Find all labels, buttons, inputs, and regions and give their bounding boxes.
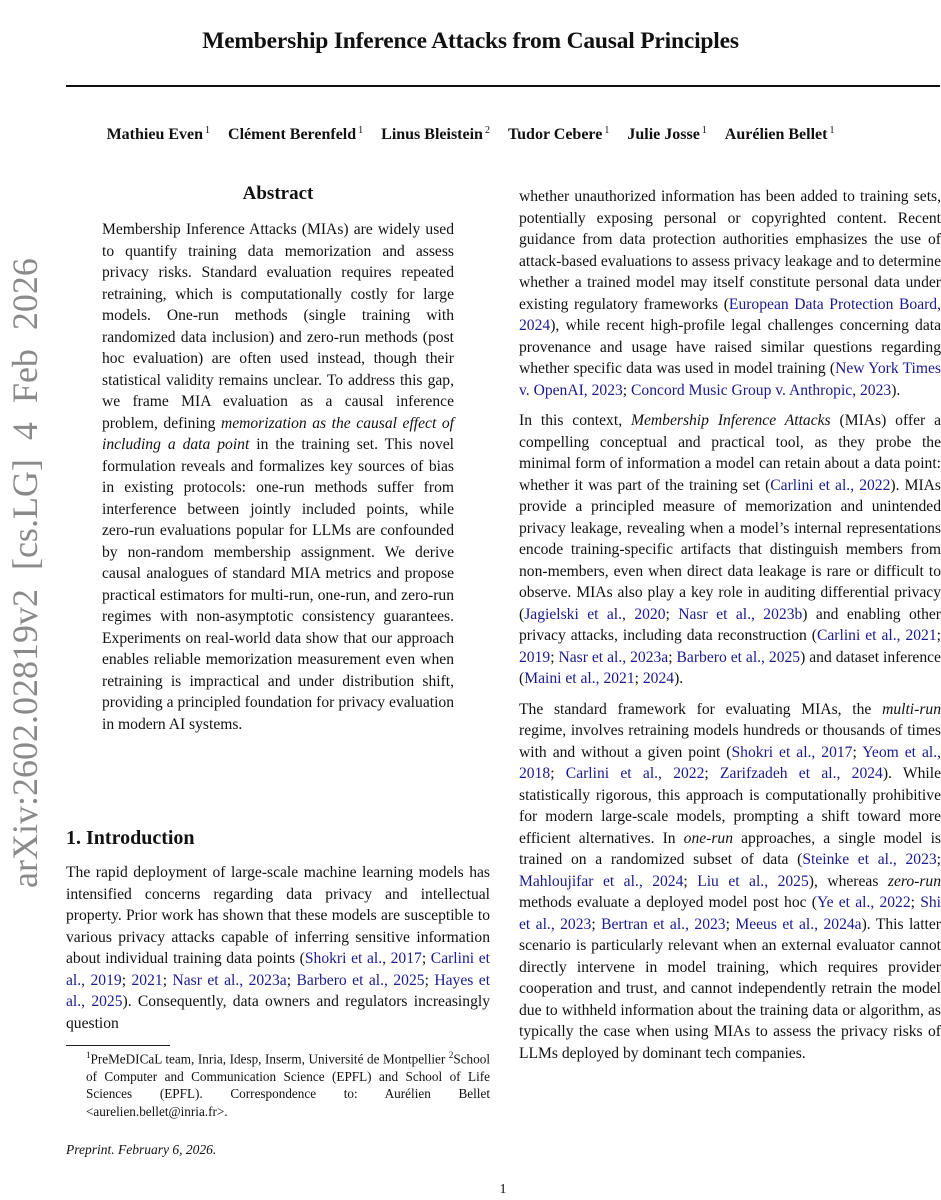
- citation-link[interactable]: Yeom et al., 2018: [519, 743, 941, 782]
- intro-paragraph-3: The standard framework for evaluating MIAs, the multi-run regime, involves retraining models hundreds or thousands of times with and without a given point (Shokri et al., 2017; Yeom et al., 2018; Carlini et al., 2022; Zarifzadeh et al., 2024). While statistically rigorous, this approach is computationally prohibitive for modern large-scale models, prompting a shift toward more efficient alternatives. In one-run approaches, a single model is trained on a randomized subset of data (Steinke et al., 2023; Mahloujifar et al., 2024; Liu et al., 2025), whereas zero-run methods evaluate a deployed model post hoc (Ye et al., 2022; Shi et al., 2023; Bertran et al., 2023; Meeus et al., 2024a). This latter scenario is particularly relevant when an external evaluator cannot directly intervene in model training, which requires provider cooperation and trust, and cannot independently retrain the model due to withheld information about the training data or algorithm, as typically the case when using MIAs to assess the privacy risks of LLMs deployed by dominant tech companies.: [519, 700, 941, 1062]
- citation-link[interactable]: Nasr et al., 2023a: [558, 648, 669, 666]
- arxiv-stamp: arXiv:2602.02819v2 [cs.LG] 4 Feb 2026: [5, 258, 45, 888]
- intro-paragraph-2: In this context, Membership Inference Attacks (MIAs) offer a compelling conceptual and practical tool, as they probe the minimal form of information a model can retain about a data point: whether it was part of the training set (Carlini et al., 2022). MIAs provide a principled measure of memorization and unintended privacy leakage, revealing when a model’s internal representations encode training-specific artifacts that distinguish members from non-members, even when direct data leakage is rare or difficult to observe. MIAs also play a key role in auditing differential privacy (Jagielski et al., 2020; Nasr et al., 2023b) and enabling other privacy attacks, including data reconstruction (Carlini et al., 2021; 2019; Nasr et al., 2023a; Barbero et al., 2025) and dataset inference (Maini et al., 2021; 2024).: [519, 412, 941, 687]
- paper-title: Membership Inference Attacks from Causal Principles: [202, 28, 739, 54]
- author: Tudor Cebere $^1$: [507, 125, 610, 144]
- title-rule: [66, 85, 940, 87]
- citation-link[interactable]: Carlini et al., 2021: [816, 627, 937, 644]
- citation-link[interactable]: Liu et al., 2025: [697, 872, 809, 890]
- citation-link[interactable]: New York Times v. OpenAI, 2023: [519, 360, 941, 399]
- author: Clément Berenfeld $^1$: [228, 125, 364, 144]
- citation-link[interactable]: Jagielski et al., 2020: [524, 605, 666, 623]
- citation-link[interactable]: Barbero et al., 2025: [296, 971, 425, 989]
- section-heading-introduction: 1. Introduction: [66, 827, 195, 849]
- citation-link[interactable]: Shi et al., 2023: [519, 894, 941, 933]
- citation-link[interactable]: Carlini et al., 2019: [66, 950, 490, 989]
- intro-p1-right-head: whether unauthorized information has been added to training sets, potentially exposing personal or copyrighted content. Recent guidance from data protection authorities emphasizes the use of attack-based evaluations to assess privacy leakage and to determine whether a trained model may itself constitute personal data under existing regulatory frameworks (: [519, 188, 941, 313]
- citation-link[interactable]: Ye et al., 2022: [816, 894, 911, 911]
- author-list: [0, 125, 941, 144]
- page-number: 1: [499, 1182, 507, 1197]
- citation-link[interactable]: Zarifzadeh et al., 2024: [720, 765, 883, 782]
- citation-link[interactable]: European Data Protection Board, 2024: [519, 295, 941, 334]
- citation-link[interactable]: Concord Music Group v. Anthropic, 2023: [631, 381, 892, 399]
- citation-link[interactable]: 2024: [642, 670, 675, 687]
- citation-link[interactable]: Steinke et al., 2023: [802, 851, 937, 868]
- citation-link[interactable]: Shokri et al., 2017: [731, 743, 853, 761]
- citation-link[interactable]: 2019: [519, 648, 551, 666]
- citation-link[interactable]: Hayes et al., 2025: [66, 971, 491, 1010]
- right-column: [519, 186, 941, 1073]
- citation-link[interactable]: Maini et al., 2021: [524, 670, 635, 687]
- affiliation-footnote: $^1$PreMeDICaL team, Inria, Idesp, Inserm, Université de Montpellier $^2$School of Computer and Communication Science (EPFL) and School of Life Sciences (EPFL). Correspondence to: Aurélien Bellet <aurelien.bellet@inria.fr>.: [86, 1050, 490, 1119]
- citation-link[interactable]: 2021: [131, 971, 163, 989]
- intro-paragraph-1-continued: whether unauthorized information has been added to training sets, potentially exposing personal or copyrighted content. Recent guidance from data protection authorities emphasizes the use of attack-based evaluations to assess privacy leakage and to determine whether a trained model may itself constitute personal data under existing regulatory frameworks (European Data Protection Board, 2024), while recent high-profile legal challenges concerning data provenance and usage have raised similar questions regarding whether specific data was used in model training (New York Times v. OpenAI, 2023; Concord Music Group v. Anthropic, 2023).: [519, 188, 941, 399]
- citation-link[interactable]: Barbero et al., 2025: [676, 648, 801, 666]
- citation-link[interactable]: Shokri et al., 2017: [304, 950, 422, 967]
- author: Linus Bleistein $^2$: [381, 125, 490, 144]
- citation-link[interactable]: Nasr et al., 2023b: [678, 605, 803, 623]
- citation-link[interactable]: Carlini et al., 2022: [770, 476, 891, 494]
- author: Mathieu Even $^1$: [106, 125, 211, 144]
- author: Aurélien Bellet $^1$: [724, 125, 835, 144]
- citation-link[interactable]: Mahloujifar et al., 2024: [519, 872, 684, 890]
- footnote-rule: [66, 1045, 170, 1046]
- citation-link[interactable]: Meeus et al., 2024a: [735, 915, 862, 933]
- citation-link[interactable]: Nasr et al., 2023a: [172, 971, 287, 989]
- intro-paragraph-1-start: The rapid deployment of large-scale machine learning models has intensified concerns regarding data privacy and intellectual property. Prior work has shown that these models are susceptible to various privacy attacks capable of inferring sensitive information about individual training data points (Shokri et al., 2017; Carlini et al., 2019; 2021; Nasr et al., 2023a; Barbero et al., 2025; Hayes et al., 2025). Consequently, data owners and regulators increasingly question: [66, 864, 491, 1032]
- citation-link[interactable]: Carlini et al., 2022: [565, 765, 705, 782]
- author: Julie Josse $^1$: [627, 125, 707, 144]
- citation-link[interactable]: Bertran et al., 2023: [601, 915, 726, 933]
- abstract-text: Membership Inference Attacks (MIAs) are widely used to quantify training data memorization and assess privacy risks. Standard evaluation requires repeated retraining, which is computationally costly for large models. One-run methods (single training with randomized data inclusion) and zero-run methods (post hoc evaluation) are often used instead, though their statistical validity remains unclear. To address this gap, we frame MIA evaluation as a causal inference problem, defining memorization as the causal effect of including a data point in the training set. This novel formulation reveals and formalizes key sources of bias in existing protocols: one-run methods suffer from interference between jointly included points, while zero-run evaluations popular for LLMs are confounded by non-random membership assignment. We derive causal analogues of standard MIA metrics and propose practical estimators for multi-run, one-run, and zero-run regimes with non-asymptotic consistency guarantees. Experiments on real-world data show that our approach enables reliable memorization measurement even when retraining is impractical and under distribution shift, providing a principled foundation for privacy evaluation in modern AI systems.: [102, 221, 454, 733]
- abstract-heading: Abstract: [242, 183, 314, 204]
- intro-p1-left-tail: ). Consequently, data owners and regulators increasingly question: [66, 993, 490, 1032]
- preprint-note: Preprint. February 6, 2026.: [66, 1142, 217, 1157]
